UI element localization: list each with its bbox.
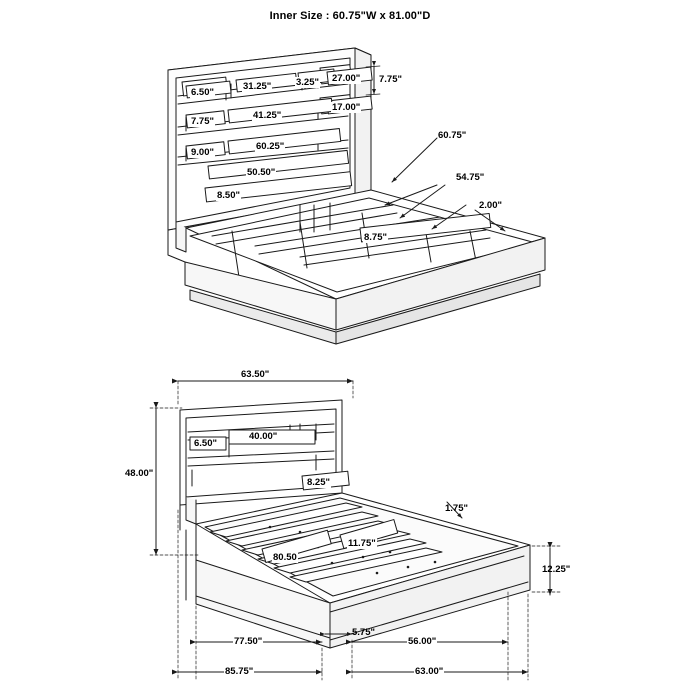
dim-label-8-25: 8.25" <box>307 477 330 488</box>
dim-label-17-00: 17.00" <box>332 102 361 113</box>
dim-label-54-75: 54.75" <box>456 172 485 183</box>
dim-label-8-75: 8.75" <box>364 232 387 243</box>
dim-label-77-50: 77.50" <box>234 636 263 647</box>
dim-label-11-75: 11.75" <box>348 538 376 549</box>
page-title: Inner Size : 60.75"W x 81.00"D <box>269 10 431 22</box>
dim-label-63-00: 63.00" <box>415 666 444 677</box>
dim-label-40-00: 40.00" <box>249 431 278 442</box>
dim-label-1-75: 1.75" <box>445 503 468 514</box>
dim-label-50-50: 50.50" <box>247 167 276 178</box>
dim-label-9-00: 9.00" <box>191 147 214 158</box>
dim-label-7-75-right: 7.75" <box>379 74 402 85</box>
dim-label-31-25: 31.25" <box>243 81 272 92</box>
dim-label-27-00: 27.00" <box>332 73 361 84</box>
dim-label-41-25: 41.25" <box>253 110 282 121</box>
dim-label-85-75: 85.75" <box>225 666 254 677</box>
dim-label-7-75-left: 7.75" <box>191 116 214 127</box>
dim-label-48-00: 48.00" <box>125 468 154 479</box>
dim-label-8-50: 8.50" <box>217 190 240 201</box>
dim-label-56-00: 56.00" <box>408 636 437 647</box>
dim-label-60-75: 60.75" <box>438 130 467 141</box>
dim-label-6-50-top: 6.50" <box>191 87 214 98</box>
dim-label-60-25: 60.25" <box>256 141 285 152</box>
dim-label-6-50-bottom: 6.50" <box>194 438 217 449</box>
dim-label-2-00: 2.00" <box>479 200 502 211</box>
dim-label-5-75: 5.75" <box>352 627 375 638</box>
dim-label-12-25: 12.25" <box>542 564 571 575</box>
dim-label-80-50: 80.50 <box>273 552 297 563</box>
dim-label-63-50: 63.50" <box>241 369 270 380</box>
dim-label-3-25: 3.25" <box>296 77 319 88</box>
